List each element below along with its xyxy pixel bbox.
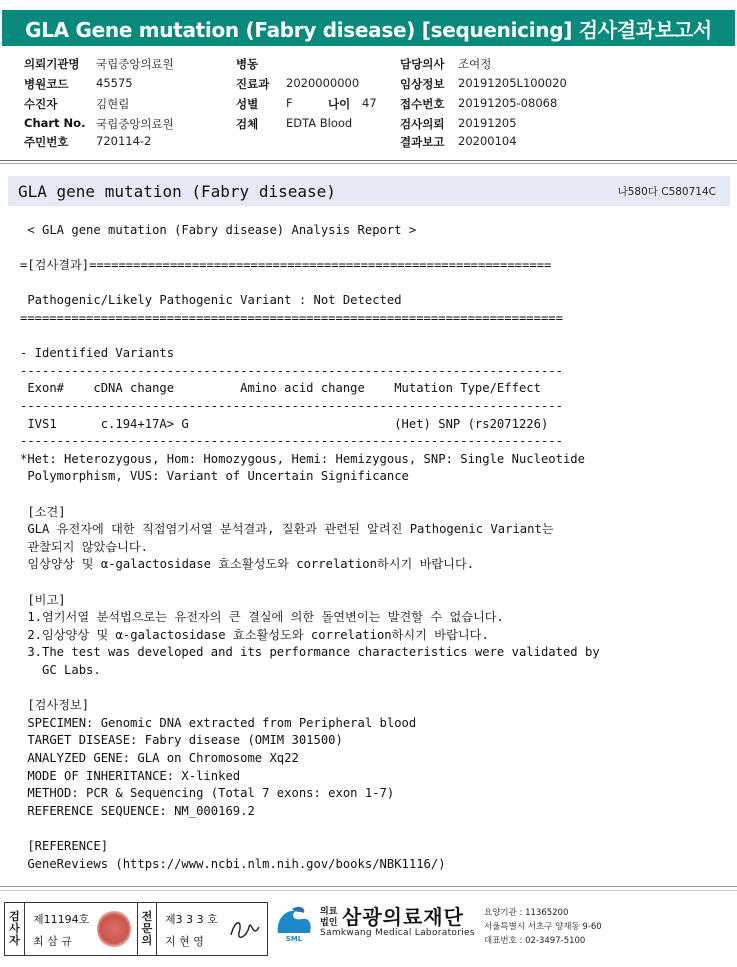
report-line: - Identified Variants: [20, 346, 175, 361]
recipient-label: 수진자: [24, 97, 58, 111]
report-line: MODE OF INHERITANCE: X-linked: [20, 768, 241, 783]
report-line: METHOD: PCR & Sequencing (Total 7 exons: exon 1-7): [20, 786, 395, 801]
report-line: 임상양상 및 α-galactosidase 효소활성도와 correlation하시기 바랍니다.: [20, 557, 475, 572]
rrn-value: 720114-2: [96, 134, 152, 148]
svg-text:SML: SML: [285, 935, 303, 943]
signature-box: [4, 902, 268, 956]
code-value: 45575: [96, 76, 133, 90]
hospital-value: 국립중앙의료원: [96, 57, 174, 71]
patient-info-block: [24, 56, 724, 156]
report-line: GC Labs.: [20, 663, 101, 677]
request-label: 검사의뢰: [400, 117, 445, 131]
report-line: Polymorphism, VUS: Variant of Uncertain Significance: [20, 469, 409, 484]
section-code: 나580다 C580714C: [617, 185, 716, 198]
report-title: GLA Gene mutation (Fabry disease) [sequenicing] 검사결과보고서: [2, 10, 735, 46]
report-line: 1.염기서열 분석법으로는 유전자의 큰 결실에 의한 돌연변이는 발견할 수 없습니다.: [20, 610, 504, 625]
report-line: ANALYZED GENE: GLA on Chromosome Xq22: [20, 751, 299, 765]
report-label: 결과보고: [400, 135, 445, 149]
section-title: GLA gene mutation (Fabry disease): [18, 181, 336, 201]
report-line: GeneReviews (https://www.ncbi.nlm.nih.gov/books/NBK1116/): [20, 856, 446, 871]
ward-label: 병동: [236, 57, 259, 71]
org-english-name: Samkwang Medical Laboratories: [320, 928, 475, 938]
org-type: 의료 법인: [320, 907, 338, 928]
report-line: --------------------------------------------------------------------------: [20, 434, 563, 449]
contact-info: [484, 906, 602, 948]
receipt-label: 임상정보: [400, 77, 445, 91]
rrn-label: 주민번호: [24, 135, 69, 149]
receipt-value: 20191205L100020: [458, 76, 567, 90]
report-line: [검사정보]: [20, 698, 90, 713]
report-line: --------------------------------------------------------------------------: [20, 363, 563, 378]
report-line: 2.임상양상 및 α-galactosidase 효소활성도와 correlation하시기 바랍니다.: [20, 627, 489, 642]
report-line: [소견]: [20, 504, 66, 519]
report-line: *Het: Heterozygous, Hom: Homozygous, Hemi: Hemizygous, SNP: Single Nucleotide: [20, 451, 585, 466]
code-label: 병원코드: [24, 77, 69, 91]
specialist-name: 지 현 영: [165, 935, 204, 948]
divider: [0, 160, 737, 161]
divider: [0, 890, 737, 891]
report-line: < GLA gene mutation (Fabry disease) Analysis Report >: [20, 223, 417, 237]
section-header: [8, 176, 730, 206]
sex-value: F: [286, 96, 293, 110]
request-value: 20191205: [458, 116, 517, 130]
recipient-value: 김현림: [96, 97, 130, 111]
specialist-number: 제3 3 3 호: [165, 913, 218, 926]
specialist-label: 전 문 의: [137, 903, 157, 955]
age-label: 나이: [328, 97, 351, 111]
report-line: TARGET DISEASE: Fabry disease (OMIM 301500): [20, 733, 343, 748]
contact-line: 요양기관 : 11365200: [484, 908, 569, 918]
divider: [0, 163, 737, 164]
org-name: 삼광의료재단: [342, 905, 464, 929]
chart-value: 국립중앙의료원: [96, 117, 174, 131]
report-line: ==========================================================================: [20, 311, 563, 325]
contact-line: 서울특별시 서초구 양재동 9-60: [484, 922, 602, 932]
hospital-label: 의뢰기관명: [24, 57, 80, 71]
age-value: 47: [362, 96, 377, 110]
inspector-name: 최 삼 규: [33, 935, 72, 948]
report-line: GLA 유전자에 대한 직접염기서열 분석결과, 질환과 관련된 알려진 Pathogenic Variant는: [20, 522, 554, 537]
footer: [0, 899, 737, 959]
signature-scribble: [227, 913, 263, 945]
inspector-number: 제11194호: [33, 913, 90, 926]
doctor-value: 조여정: [458, 57, 492, 71]
report-line: --------------------------------------------------------------------------: [20, 399, 563, 413]
inspector-label: 검 사 자: [5, 903, 25, 955]
doctor-label: 담당의사: [400, 57, 445, 71]
report-line: SPECIMEN: Genomic DNA extracted from Peripheral blood: [20, 715, 417, 730]
specimen-value: EDTA Blood: [286, 116, 353, 130]
chart-label: Chart No.: [24, 116, 86, 130]
divider: [0, 886, 737, 887]
report-line: [비고]: [20, 592, 66, 607]
accession-value: 20191205-08068: [458, 96, 558, 110]
sex-label: 성별: [236, 97, 259, 111]
dept-value: 2020000000: [286, 76, 360, 90]
accession-label: 접수번호: [400, 97, 445, 111]
report-line: 관찰되지 않았습니다.: [20, 539, 148, 554]
report-line: Exon# cDNA change Amino acid change Mutation Type/Effect: [20, 381, 541, 396]
report-value: 20200104: [458, 134, 517, 148]
report-line: 3.The test was developed and its performance characteristics were validated by: [20, 645, 600, 660]
report-line: [REFERENCE]: [20, 839, 109, 853]
dept-label: 진료과: [236, 77, 270, 91]
contact-line: 대표번호 : 02-3497-5100: [484, 936, 586, 946]
report-line: =[검사결과]===============================================================: [20, 258, 552, 273]
sml-logo: [272, 903, 316, 947]
report-line: Pathogenic/Likely Pathogenic Variant : Not Detected: [20, 293, 402, 308]
specimen-label: 검체: [236, 117, 259, 131]
report-line: IVS1 c.194+17A> G (Het) SNP (rs2071226): [20, 416, 549, 431]
report-line: REFERENCE SEQUENCE: NM_000169.2: [20, 803, 255, 818]
seal-stamp: [97, 910, 131, 948]
